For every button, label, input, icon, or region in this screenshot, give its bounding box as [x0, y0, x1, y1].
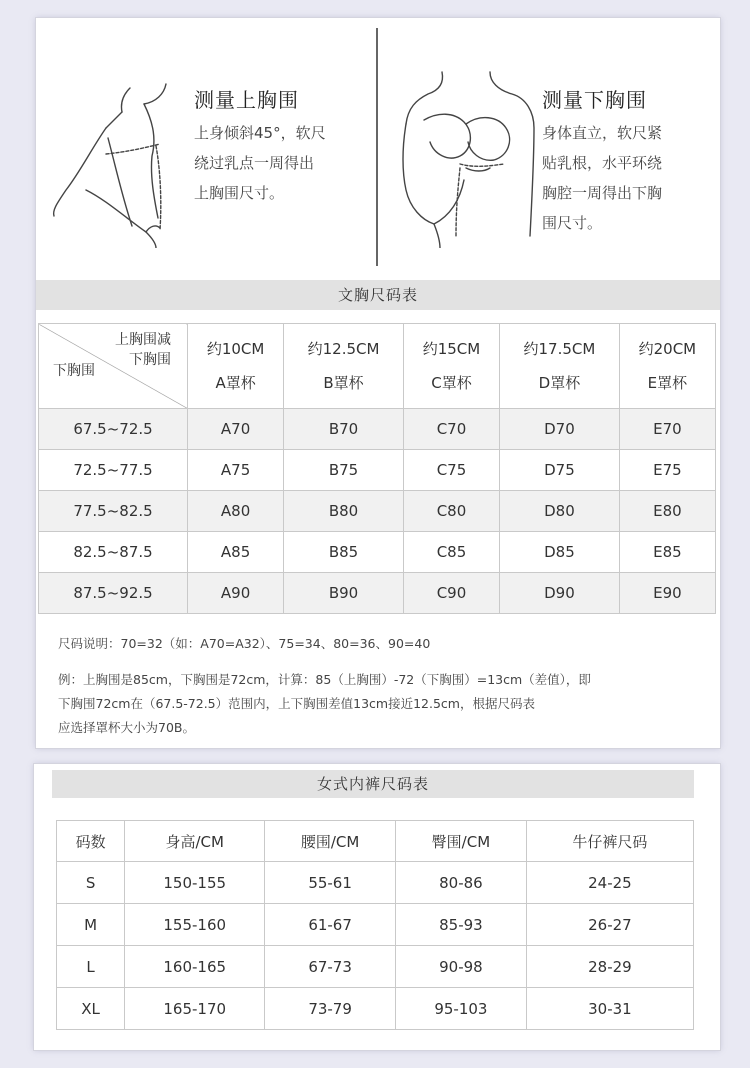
upper-bust-figure-illustration: [46, 68, 174, 248]
size-cell: E85: [619, 532, 715, 573]
table-row: [57, 946, 694, 988]
size-cell: C85: [403, 532, 499, 573]
size-cell: E90: [619, 573, 715, 614]
lower-bust-title: 测量下胸围: [542, 88, 647, 112]
lower-bust-line-1: 身体直立，软尺紧: [542, 124, 663, 142]
calculation-example: [58, 668, 591, 740]
example-line-1: 例：上胸围是85cm，下胸围是72cm，计算：85（上胸围）-72（下胸围）=13cm（差值），即: [58, 672, 591, 687]
panty-size-panel: [34, 764, 720, 1050]
height-cell: 155-160: [125, 904, 265, 946]
upper-bust-line-2: 绕过乳点一周得出: [194, 154, 315, 172]
measure-lower-bust: [378, 18, 720, 280]
column-header-e: [619, 324, 715, 409]
lower-bust-line-2: 贴乳根，水平环绕: [542, 154, 663, 172]
header-hip: 臀围/CM: [396, 821, 527, 862]
cup-label: C罩杯: [431, 374, 472, 392]
cup-label: A罩杯: [215, 374, 256, 392]
table-row: [57, 904, 694, 946]
size-cell: A75: [188, 450, 284, 491]
diff-label: 约15CM: [422, 340, 481, 358]
size-cell: B70: [284, 409, 404, 450]
size-cell: D70: [500, 409, 620, 450]
header-size: 码数: [57, 821, 125, 862]
size-code: S: [57, 862, 125, 904]
corner-bust-diff-label: [115, 330, 171, 370]
upper-bust-line-1: 上身倾斜45°，软尺: [194, 124, 326, 142]
lower-bust-line-4: 围尺寸。: [542, 214, 603, 232]
jeans-cell: 24-25: [526, 862, 693, 904]
lower-bust-line-3: 胸腔一周得出下胸: [542, 184, 663, 202]
size-cell: C80: [403, 491, 499, 532]
upper-bust-title: 测量上胸围: [194, 88, 299, 112]
underbust-range: 72.5~77.5: [39, 450, 188, 491]
table-header-row: [57, 821, 694, 862]
size-cell: B85: [284, 532, 404, 573]
upper-bust-line-3: 上胸围尺寸。: [194, 184, 285, 202]
size-cell: C75: [403, 450, 499, 491]
size-cell: A70: [188, 409, 284, 450]
hip-cell: 95-103: [396, 988, 527, 1030]
underbust-range: 87.5~92.5: [39, 573, 188, 614]
table-row: [39, 491, 716, 532]
size-cell: C90: [403, 573, 499, 614]
corner-top-line-1: 上胸围减: [115, 332, 171, 348]
diff-label: 约12.5CM: [307, 340, 380, 358]
bra-chart-title: 文胸尺码表: [36, 280, 720, 310]
size-cell: D90: [500, 573, 620, 614]
upper-bust-description: [194, 118, 326, 208]
size-cell: D80: [500, 491, 620, 532]
diff-label: 约20CM: [638, 340, 697, 358]
size-cell: B90: [284, 573, 404, 614]
size-code: XL: [57, 988, 125, 1030]
table-row: [39, 450, 716, 491]
cup-label: E罩杯: [647, 374, 688, 392]
corner-top-line-2: 下胸围: [129, 352, 171, 368]
height-cell: 165-170: [125, 988, 265, 1030]
table-row: [57, 988, 694, 1030]
header-waist: 腰围/CM: [265, 821, 396, 862]
panty-size-table: [56, 820, 694, 1030]
column-header-a: [188, 324, 284, 409]
size-cell: B75: [284, 450, 404, 491]
table-row: [39, 573, 716, 614]
table-row: [39, 532, 716, 573]
table-corner-cell: [39, 324, 188, 409]
size-code: M: [57, 904, 125, 946]
underbust-range: 67.5~72.5: [39, 409, 188, 450]
lower-bust-figure-illustration: [394, 68, 544, 248]
bra-size-table: [38, 323, 716, 614]
example-line-3: 应选择罩杯大小为70B。: [58, 720, 195, 735]
size-cell: A90: [188, 573, 284, 614]
table-header-row: [39, 324, 716, 409]
size-cell: C70: [403, 409, 499, 450]
jeans-cell: 30-31: [526, 988, 693, 1030]
diff-label: 约10CM: [206, 340, 265, 358]
waist-cell: 55-61: [265, 862, 396, 904]
size-code: L: [57, 946, 125, 988]
lower-bust-description: [542, 118, 662, 238]
hip-cell: 85-93: [396, 904, 527, 946]
bra-size-panel: [36, 18, 720, 748]
underbust-range: 77.5~82.5: [39, 491, 188, 532]
jeans-cell: 28-29: [526, 946, 693, 988]
measure-upper-bust: [36, 18, 376, 280]
height-cell: 150-155: [125, 862, 265, 904]
waist-cell: 73-79: [265, 988, 396, 1030]
size-cell: E70: [619, 409, 715, 450]
corner-underbust-label: 下胸围: [53, 363, 95, 379]
column-header-d: [500, 324, 620, 409]
waist-cell: 61-67: [265, 904, 396, 946]
size-cell: D75: [500, 450, 620, 491]
header-jeans-size: 牛仔裤尺码: [526, 821, 693, 862]
jeans-cell: 26-27: [526, 904, 693, 946]
column-header-c: [403, 324, 499, 409]
size-cell: E80: [619, 491, 715, 532]
hip-cell: 90-98: [396, 946, 527, 988]
size-cell: A85: [188, 532, 284, 573]
pant-chart-title: 女式内裤尺码表: [52, 770, 694, 798]
column-header-b: [284, 324, 404, 409]
size-cell: D85: [500, 532, 620, 573]
underbust-range: 82.5~87.5: [39, 532, 188, 573]
size-cell: A80: [188, 491, 284, 532]
hip-cell: 80-86: [396, 862, 527, 904]
table-row: [39, 409, 716, 450]
size-cell: B80: [284, 491, 404, 532]
cup-label: D罩杯: [538, 374, 581, 392]
diff-label: 约17.5CM: [523, 340, 596, 358]
size-cell: E75: [619, 450, 715, 491]
cup-label: B罩杯: [323, 374, 364, 392]
waist-cell: 67-73: [265, 946, 396, 988]
table-row: [57, 862, 694, 904]
example-line-2: 下胸围72cm在（67.5-72.5）范围内，上下胸围差值13cm接近12.5cm，根据尺码表: [58, 696, 535, 711]
size-conversion-note: 尺码说明：70=32（如：A70=A32）、75=34、80=36、90=40: [58, 636, 431, 651]
header-height: 身高/CM: [125, 821, 265, 862]
height-cell: 160-165: [125, 946, 265, 988]
